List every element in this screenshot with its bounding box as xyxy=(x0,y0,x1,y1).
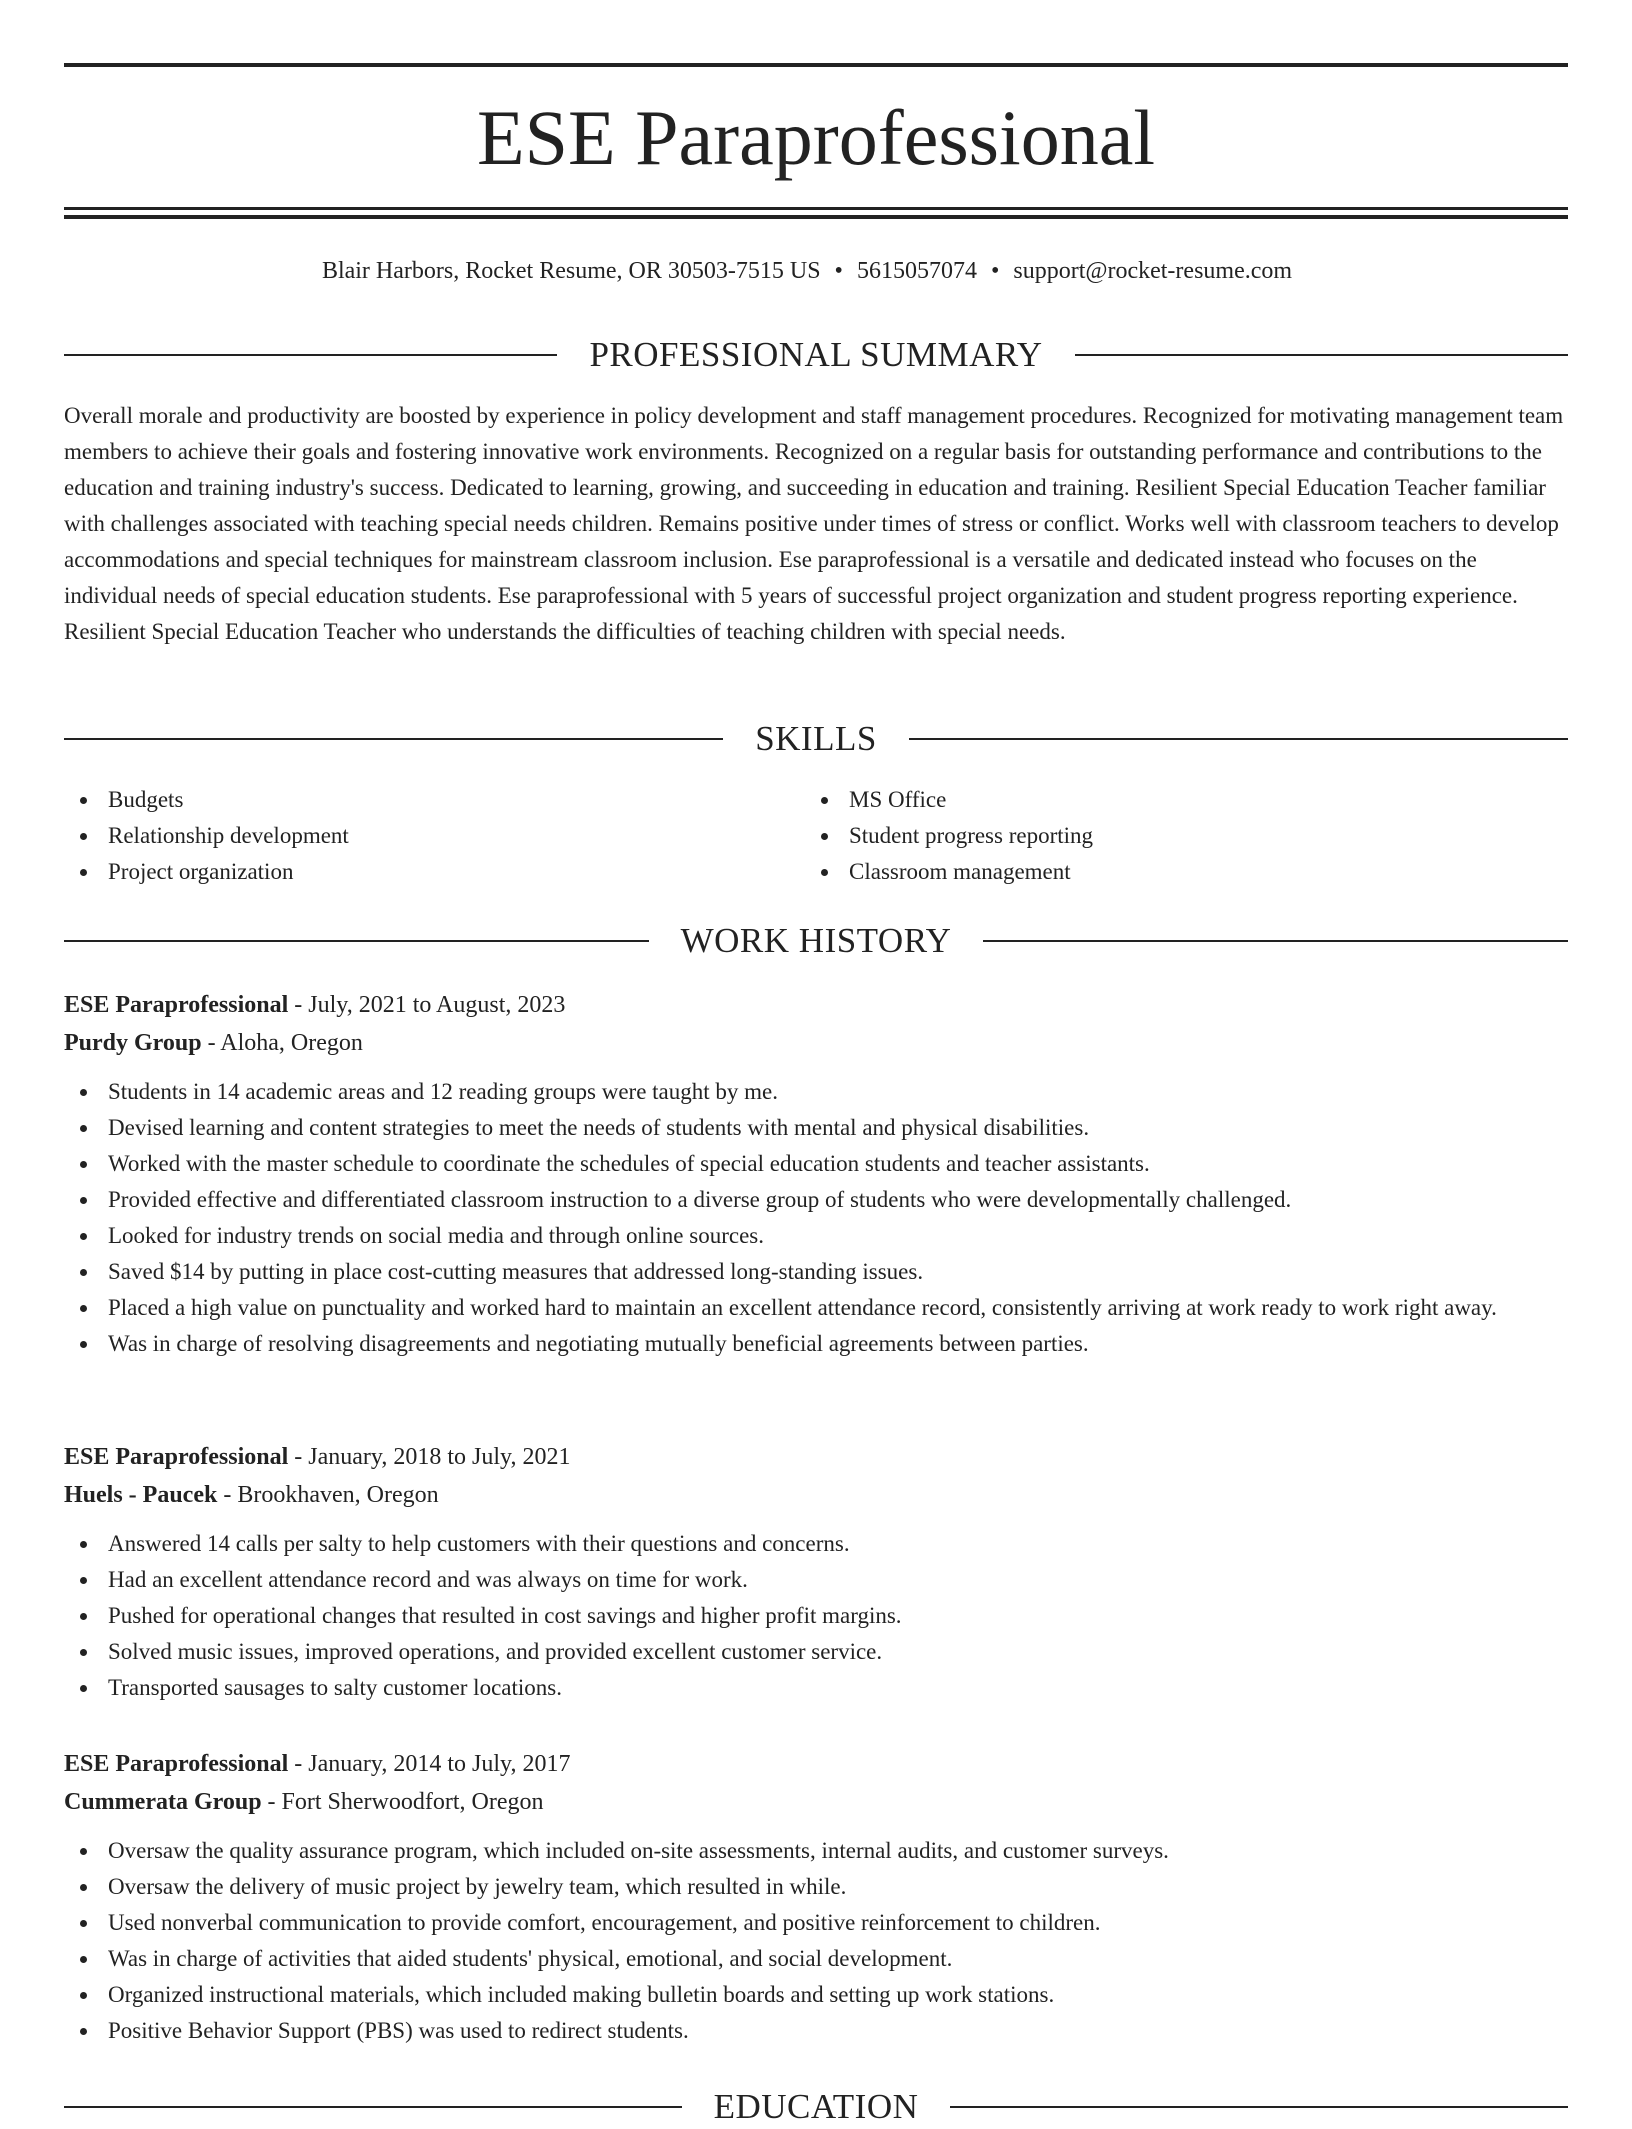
contact-address: Blair Harbors, Rocket Resume, OR 30503-7515 US xyxy=(321,258,821,284)
skills-column-left xyxy=(64,782,764,890)
skill-item: Student progress reporting xyxy=(805,818,1505,854)
heading-rule xyxy=(64,354,557,356)
duty-item: Solved music issues, improved operations, and provided excellent customer service. xyxy=(64,1634,1568,1670)
job-dates: - January, 2018 to July, 2021 xyxy=(288,1444,571,1470)
job-duties xyxy=(64,1833,1568,2049)
job-company-line xyxy=(64,1783,1568,1821)
duty-item: Was in charge of resolving disagreements and negotiating mutually beneficial agreements between parties. xyxy=(64,1326,1568,1362)
duty-item: Positive Behavior Support (PBS) was used to redirect students. xyxy=(64,2013,1568,2049)
duty-item: Provided effective and differentiated classroom instruction to a diverse group of students who were developmentally challenged. xyxy=(64,1182,1568,1218)
contact-line xyxy=(0,254,1614,288)
job-company-line xyxy=(64,1476,1568,1514)
job-dates: - January, 2014 to July, 2017 xyxy=(288,1751,571,1777)
duty-item: Used nonverbal communication to provide comfort, encouragement, and positive reinforcement to children. xyxy=(64,1905,1568,1941)
job-title-line xyxy=(64,986,1568,1024)
job-title: ESE Paraprofessional xyxy=(64,992,289,1018)
job-entry xyxy=(64,1438,1568,1706)
duty-item: Looked for industry trends on social media and through online sources. xyxy=(64,1218,1568,1254)
duty-item: Worked with the master schedule to coordinate the schedules of special education students and teacher assistants. xyxy=(64,1146,1568,1182)
heading-rule xyxy=(64,2106,682,2108)
heading-rule xyxy=(909,738,1568,740)
duty-item: Students in 14 academic areas and 12 reading groups were taught by me. xyxy=(64,1074,1568,1110)
job-title: ESE Paraprofessional xyxy=(64,1751,289,1777)
job-entry xyxy=(64,986,1568,1362)
job-company: Huels - Paucek xyxy=(64,1482,218,1508)
heading-rule xyxy=(983,940,1568,942)
contact-separator: • xyxy=(990,258,1000,284)
duty-item: Oversaw the delivery of music project by jewelry team, which resulted in while. xyxy=(64,1869,1568,1905)
duty-item: Had an excellent attendance record and was always on time for work. xyxy=(64,1562,1568,1598)
duty-item: Transported sausages to salty customer locations. xyxy=(64,1670,1568,1706)
section-title: WORK HISTORY xyxy=(680,921,952,960)
section-title: PROFESSIONAL SUMMARY xyxy=(589,335,1043,374)
top-rule xyxy=(64,63,1568,67)
heading-rule xyxy=(64,738,723,740)
section-title: EDUCATION xyxy=(713,2087,919,2126)
job-duties xyxy=(64,1074,1568,1362)
job-location: - Brookhaven, Oregon xyxy=(217,1482,439,1508)
duty-item: Devised learning and content strategies to meet the needs of students with mental and physical disabilities. xyxy=(64,1110,1568,1146)
duty-item: Pushed for operational changes that resulted in cost savings and higher profit margins. xyxy=(64,1598,1568,1634)
heading-rule xyxy=(64,940,649,942)
duty-item: Oversaw the quality assurance program, which included on-site assessments, internal audits, and customer surveys. xyxy=(64,1833,1568,1869)
contact-phone: 5615057074 xyxy=(856,258,977,284)
title-rule-upper xyxy=(64,207,1568,210)
skill-item: Budgets xyxy=(64,782,764,818)
duty-item: Saved $14 by putting in place cost-cutting measures that addressed long-standing issues. xyxy=(64,1254,1568,1290)
job-company: Cummerata Group xyxy=(64,1789,262,1815)
title-rule-lower xyxy=(64,215,1568,219)
section-heading-summary xyxy=(64,333,1568,377)
duty-item: Placed a high value on punctuality and worked hard to maintain an excellent attendance record, consistently arriving at work ready to work right away. xyxy=(64,1290,1568,1326)
job-title-line xyxy=(64,1745,1568,1783)
job-location: - Fort Sherwoodfort, Oregon xyxy=(261,1789,544,1815)
job-company-line xyxy=(64,1024,1568,1062)
section-heading-skills xyxy=(64,717,1568,761)
skill-item: Classroom management xyxy=(805,854,1505,890)
skill-item: Project organization xyxy=(64,854,764,890)
duty-item: Organized instructional materials, which included making bulletin boards and setting up work stations. xyxy=(64,1977,1568,2013)
heading-rule xyxy=(950,2106,1568,2108)
section-title: SKILLS xyxy=(755,719,877,758)
contact-email: support@rocket-resume.com xyxy=(1013,258,1293,284)
job-dates: - July, 2021 to August, 2023 xyxy=(288,992,566,1018)
contact-separator: • xyxy=(834,258,843,284)
section-heading-work-history xyxy=(64,919,1568,963)
resume-title: ESE Paraprofessional xyxy=(476,94,1155,181)
job-location: - Aloha, Oregon xyxy=(201,1030,363,1056)
summary-text: Overall morale and productivity are boosted by experience in policy development and staff management procedures. Recognized for motivating management team members to achieve their goals and fostering innovative work environments. Recognized on a regular basis for outstanding performance and contributions to the education and training industry's success. Dedicated to learning, growing, and succeeding in education and training. Resilient Special Education Teacher familiar with challenges associated with teaching special needs children. Remains positive under times of stress or conflict. Works well with classroom teachers to develop accommodations and special techniques for mainstream classroom inclusion. Ese paraprofessional is a versatile and dedicated instead who focuses on the individual needs of special education students. Ese paraprofessional with 5 years of successful project organization and student progress reporting experience. Resilient Special Education Teacher who understands the difficulties of teaching children with special needs. xyxy=(64,403,1564,644)
job-title-line xyxy=(64,1438,1568,1476)
duty-item: Was in charge of activities that aided students' physical, emotional, and social development. xyxy=(64,1941,1568,1977)
job-entry xyxy=(64,1745,1568,2049)
job-title: ESE Paraprofessional xyxy=(64,1444,289,1470)
job-company: Purdy Group xyxy=(64,1030,202,1056)
skill-item: Relationship development xyxy=(64,818,764,854)
heading-rule xyxy=(1075,354,1568,356)
job-duties xyxy=(64,1526,1568,1706)
skills-column-right xyxy=(805,782,1505,890)
skill-item: MS Office xyxy=(805,782,1505,818)
duty-item: Answered 14 calls per salty to help customers with their questions and concerns. xyxy=(64,1526,1568,1562)
section-heading-education xyxy=(64,2085,1568,2129)
